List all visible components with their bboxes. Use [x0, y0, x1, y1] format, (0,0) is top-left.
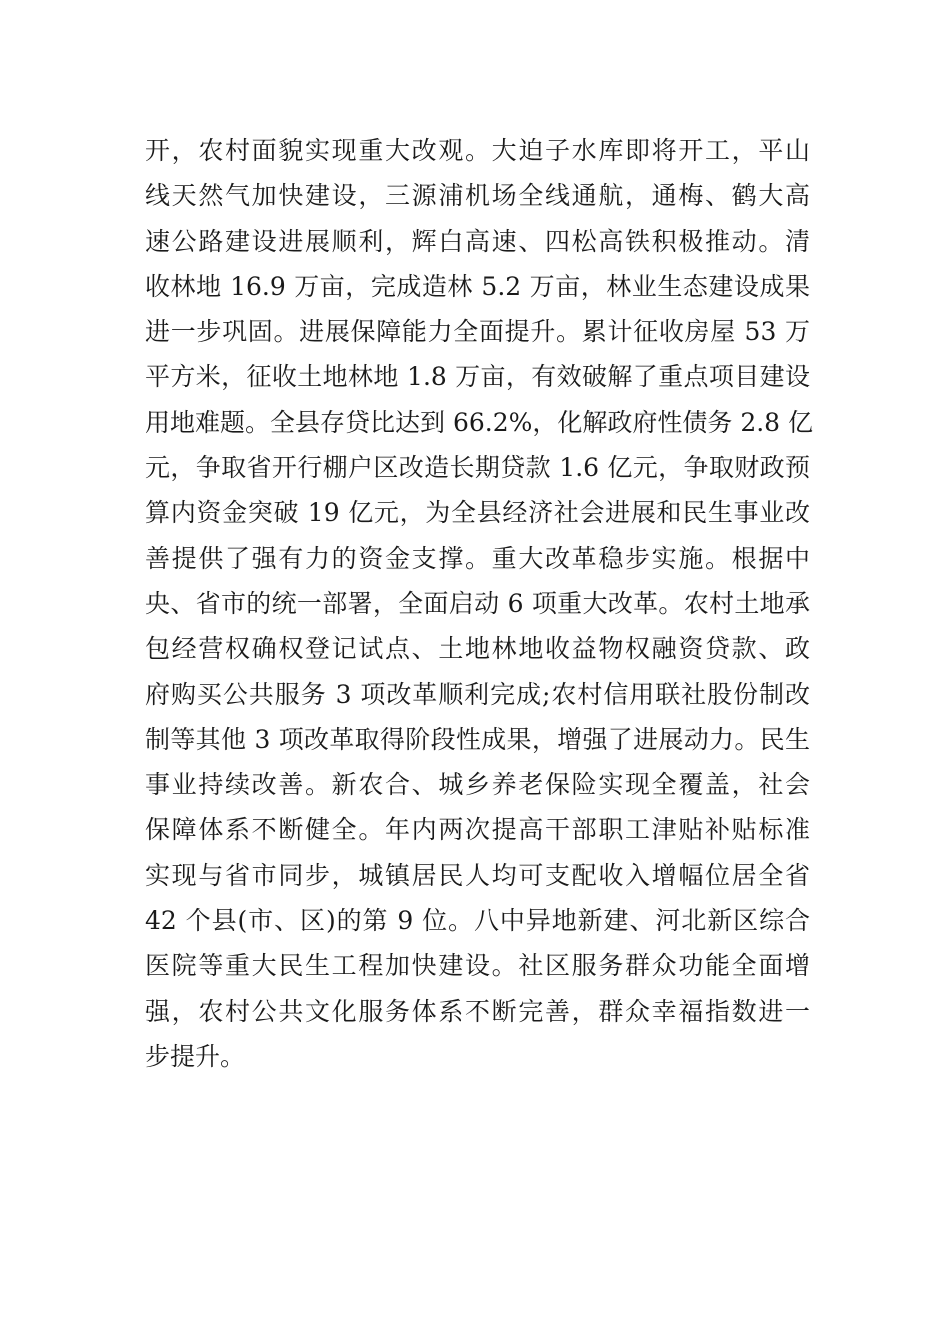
- paragraph-line-2: 线天然气加快建设，三源浦机场全线通航，通梅、鹤大高: [145, 181, 810, 211]
- paragraph-line-14: 制等其他 3 项改革取得阶段性成果，增强了进展动力。民生: [145, 724, 810, 754]
- paragraph-line-17: 实现与省市同步，城镇居民人均可支配收入增幅位居全省: [145, 860, 810, 890]
- paragraph-line-12: 包经营权确权登记试点、土地林地收益物权融资贷款、政: [145, 634, 810, 664]
- paragraph-line-7: 用地难题。全县存贷比达到 66.2%，化解政府性债务 2.8 亿: [145, 407, 814, 437]
- paragraph-line-5: 进一步巩固。进展保障能力全面提升。累计征收房屋 53 万: [145, 317, 810, 347]
- paragraph-line-13: 府购买公共服务 3 项改革顺利完成;农村信用联社股份制改: [145, 679, 810, 709]
- body-paragraph: [145, 128, 814, 1079]
- paragraph-line-10: 善提供了强有力的资金支撑。重大改革稳步实施。根据中: [145, 543, 810, 573]
- paragraph-line-3: 速公路建设进展顺利，辉白高速、四松高铁积极推动。清: [145, 226, 810, 256]
- paragraph-line-1: 开，农村面貌实现重大改观。大迫子水库即将开工，平山: [145, 136, 810, 165]
- paragraph-line-21: 步提升。: [145, 1041, 246, 1071]
- paragraph-line-8: 元，争取省开行棚户区改造长期贷款 1.6 亿元，争取财政预: [145, 453, 810, 483]
- paragraph-line-9: 算内资金突破 19 亿元，为全县经济社会进展和民生事业改: [145, 498, 810, 528]
- paragraph-line-18: 42 个县(市、区)的第 9 位。八中异地新建、河北新区综合: [145, 906, 810, 936]
- paragraph-line-19: 医院等重大民生工程加快建设。社区服务群众功能全面增: [145, 951, 810, 981]
- paragraph-line-11: 央、省市的统一部署，全面启动 6 项重大改革。农村土地承: [145, 588, 810, 618]
- paragraph-line-20: 强，农村公共文化服务体系不断完善，群众幸福指数进一: [145, 996, 810, 1026]
- paragraph-line-15: 事业持续改善。新农合、城乡养老保险实现全覆盖，社会: [145, 770, 810, 800]
- paragraph-line-6: 平方米，征收土地林地 1.8 万亩，有效破解了重点项目建设: [145, 362, 810, 392]
- paragraph-line-4: 收林地 16.9 万亩，完成造林 5.2 万亩，林业生态建设成果: [145, 271, 810, 301]
- paragraph-line-16: 保障体系不断健全。年内两次提高干部职工津贴补贴标准: [145, 815, 810, 845]
